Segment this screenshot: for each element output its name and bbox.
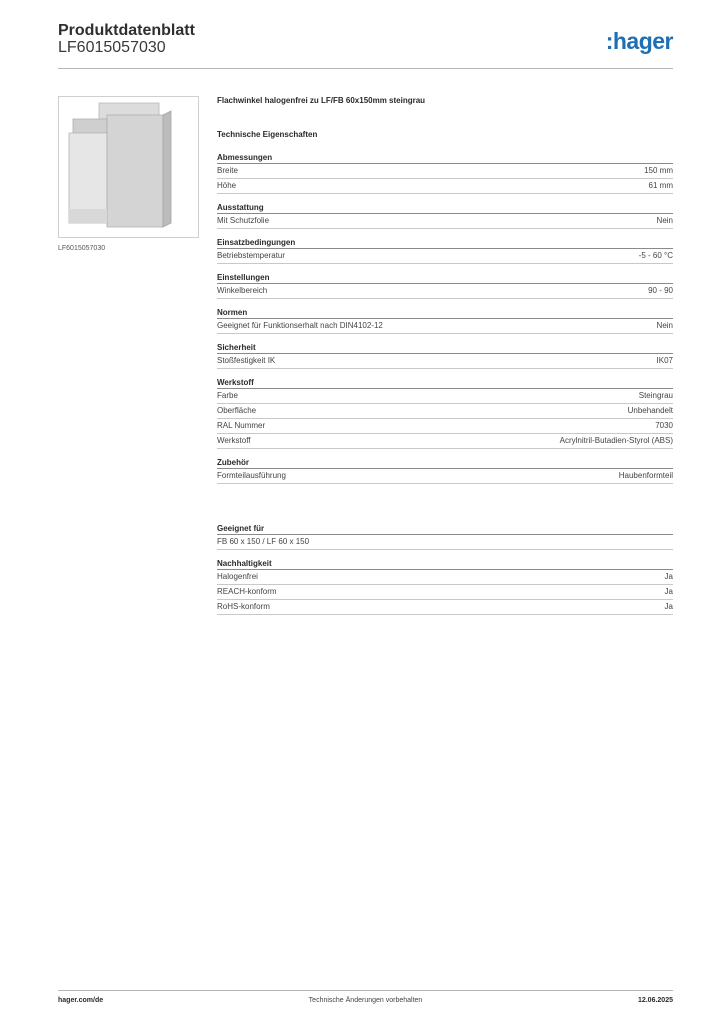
spec-label: Werkstoff [217, 436, 251, 445]
header-divider [58, 68, 673, 69]
document-title: Produktdatenblatt [58, 22, 195, 39]
spec-value: 150 mm [644, 166, 673, 175]
spec-label: Betriebstemperatur [217, 251, 286, 260]
disclaimer-text: Technische Änderungen vorbehalten [308, 997, 423, 1004]
spec-label: REACH-konform [217, 587, 277, 596]
spec-row [217, 164, 673, 179]
spec-value: Acrylnitril-Butadien-Styrol (ABS) [559, 436, 673, 445]
section-heading: Technische Eigenschaften [217, 130, 318, 139]
specification-content [217, 96, 673, 615]
spec-label: Farbe [217, 391, 238, 400]
spec-value: Nein [656, 216, 673, 225]
group-title: Ausstattung [217, 203, 673, 214]
spec-group [217, 343, 673, 369]
spec-row [217, 214, 673, 229]
spec-value: Ja [664, 602, 673, 611]
spec-label: Höhe [217, 181, 237, 190]
spec-group [217, 153, 673, 194]
spec-value: IK07 [656, 356, 673, 365]
group-title: Sicherheit [217, 343, 673, 354]
spec-value: Haubenformteil [618, 471, 673, 480]
spec-label: Formteilausführung [217, 471, 286, 480]
product-name: Flachwinkel halogenfrei zu LF/FB 60x150mm steingrau [217, 96, 426, 105]
spec-label: RAL Nummer [217, 421, 266, 430]
spec-value: Ja [664, 587, 673, 596]
spec-label: Stoßfestigkeit IK [217, 356, 276, 365]
spec-row [217, 319, 673, 334]
group-title: Einsatzbedingungen [217, 238, 673, 249]
spec-label: Halogenfrei [217, 572, 258, 581]
spec-group [217, 308, 673, 334]
spec-value: Steingrau [638, 391, 673, 400]
cable-duct-angle-icon [59, 97, 198, 237]
spec-row [217, 249, 673, 264]
spec-row [217, 469, 673, 484]
group-title: Normen [217, 308, 673, 319]
spec-label: Oberfläche [217, 406, 257, 415]
spec-value: Ja [664, 572, 673, 581]
spec-group [217, 203, 673, 229]
spec-value: 90 - 90 [648, 286, 673, 295]
image-caption: LF6015057030 [58, 245, 106, 252]
spec-row [217, 419, 673, 434]
spec-value: 7030 [655, 421, 673, 430]
spec-row [217, 284, 673, 299]
page-footer [58, 997, 673, 1009]
spec-value: 61 mm [648, 181, 673, 190]
spec-row [217, 535, 673, 550]
group-title: Werkstoff [217, 378, 673, 389]
spec-row [217, 354, 673, 369]
spec-label: Winkelbereich [217, 286, 268, 295]
spec-row [217, 600, 673, 615]
spec-group [217, 458, 673, 484]
spec-value: Nein [656, 321, 673, 330]
group-title: Nachhaltigkeit [217, 559, 673, 570]
spec-row [217, 179, 673, 194]
group-title: Abmessungen [217, 153, 673, 164]
spec-label: Geeignet für Funktionserhalt nach DIN4102-12 [217, 321, 383, 330]
spec-row [217, 585, 673, 600]
spec-group [217, 559, 673, 615]
spec-label: FB 60 x 150 / LF 60 x 150 [217, 537, 310, 546]
spec-row [217, 404, 673, 419]
footer-divider [58, 990, 673, 991]
spec-row [217, 570, 673, 585]
spec-group [217, 378, 673, 449]
product-code: LF6015057030 [58, 39, 166, 56]
group-title: Zubehör [217, 458, 673, 469]
spec-label: RoHS-konform [217, 602, 270, 611]
group-title: Einstellungen [217, 273, 673, 284]
spec-label: Breite [217, 166, 238, 175]
spec-row [217, 434, 673, 449]
document-date: 12.06.2025 [637, 997, 673, 1004]
spec-row [217, 389, 673, 404]
group-title: Geeignet für [217, 524, 673, 535]
spec-value: -5 - 60 °C [638, 251, 673, 260]
spec-group [217, 524, 673, 550]
hager-logo: :hager [605, 28, 673, 54]
spec-group [217, 238, 673, 264]
spec-label: Mit Schutzfolie [217, 216, 270, 225]
spec-group [217, 273, 673, 299]
page-header [58, 22, 673, 70]
website-link[interactable]: hager.com/de [58, 997, 104, 1004]
product-image [58, 96, 199, 238]
spec-value: Unbehandelt [627, 406, 673, 415]
